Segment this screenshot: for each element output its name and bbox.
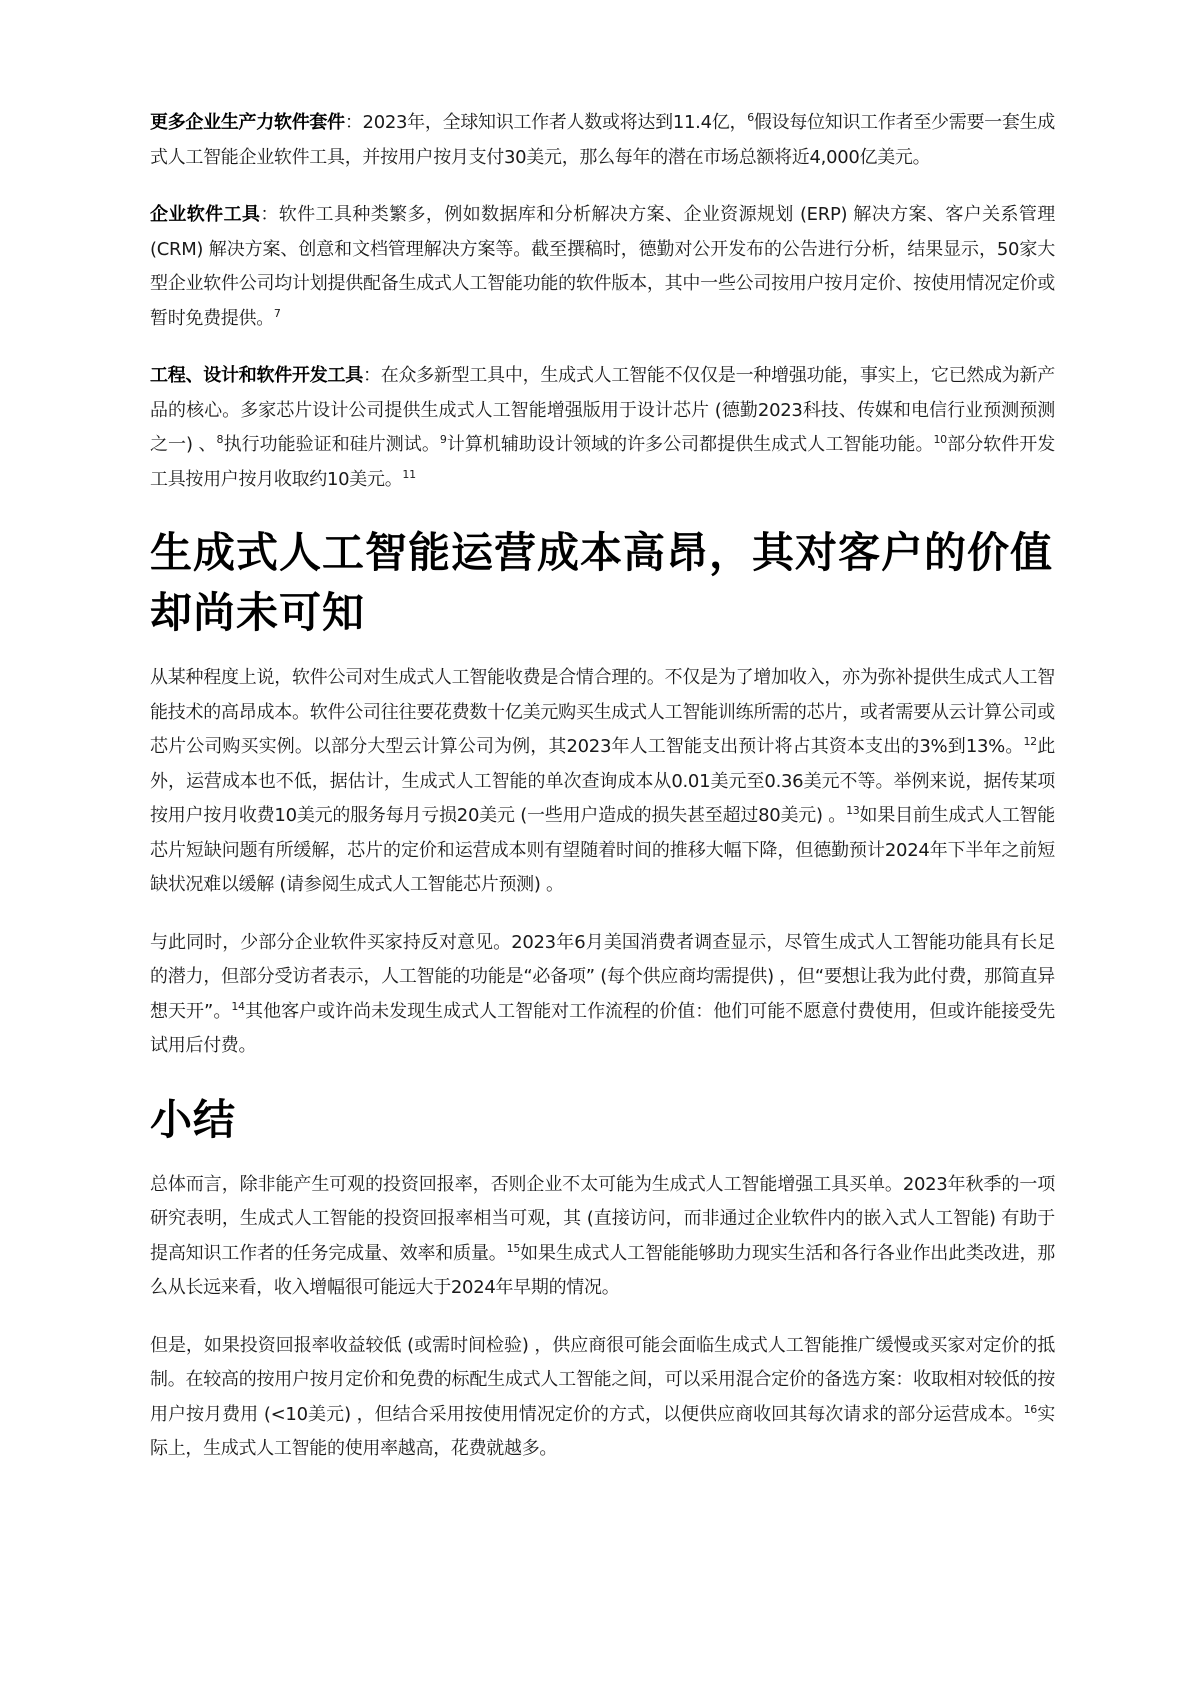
footnote-ref: 14 bbox=[231, 999, 245, 1013]
footnote-ref: 8 bbox=[216, 433, 224, 446]
paragraph bbox=[150, 1168, 1055, 1306]
text-run: 部分软件开发工具按用户按月收取约10美元。 bbox=[150, 434, 1056, 490]
paragraph bbox=[150, 198, 1055, 336]
footnote-ref: 15 bbox=[506, 1241, 521, 1255]
text-run: 如果生成式人工智能能够助力现实生活和各行各业作出此类改进，那么从长远来看，收入增幅很可能远大于2024年早期的情况。 bbox=[150, 1242, 1056, 1298]
text-run: 其他客户或许尚未发现生成式人工智能对工作流程的价值：他们可能不愿意付费使用，但或许能接受先试用后付费。 bbox=[150, 1000, 1056, 1056]
text-run: 实际上，生成式人工智能的使用率越高，花费就越多。 bbox=[150, 1403, 1055, 1459]
text-run: 此外，运营成本也不低，据估计，生成式人工智能的单次查询成本从0.01美元至0.36美元不等。举例来说，据传某项按用户按月收费10美元的服务每月亏损20美元 (一些用户造成的损失甚至超过80美元) 。 bbox=[150, 736, 1055, 826]
paragraph bbox=[150, 359, 1055, 497]
text-run: 计算机辅助设计领域的许多公司都提供生成式人工智能功能。 bbox=[446, 434, 934, 455]
text-run: ：在众多新型工具中，生成式人工智能不仅仅是一种增强功能，事实上，它已然成为新产品的核心。多家芯片设计公司提供生成式人工智能增强版用于设计芯片 (德勤2023科技、传媒和电信行业预测预测之一) 、 bbox=[150, 365, 1055, 455]
text-run: 但是，如果投资回报率收益较低 (或需时间检验) ，供应商很可能会面临生成式人工智能推广缓慢或买家对定价的抵制。在较高的按用户按月定价和免费的标配生成式人工智能之间，可以采用混合定价的备选方案：收取相对较低的按用户按月费用 (<10美元) ，但结合采用按使用情况定价的方式，以便供应商收回其每次请求的部分运营成本。 bbox=[150, 1334, 1055, 1425]
paragraph bbox=[150, 106, 1055, 175]
paragraph bbox=[150, 1329, 1055, 1467]
lead-in-term: 更多企业生产力软件套件 bbox=[150, 112, 345, 133]
footnote-ref: 6 bbox=[747, 111, 754, 124]
footnote-ref: 7 bbox=[273, 306, 281, 320]
footnote-ref: 16 bbox=[1023, 1402, 1037, 1416]
lead-in-term: 企业软件工具 bbox=[150, 204, 261, 225]
paragraph bbox=[150, 926, 1055, 1064]
document-page bbox=[150, 106, 1055, 1490]
footnote-ref: 9 bbox=[439, 433, 447, 446]
text-run: 生成式人工智能运营成本高昂，其对客户的价值却尚未可知 bbox=[150, 528, 1054, 637]
footnote-ref: 11 bbox=[402, 467, 416, 481]
lead-in-term: 工程、设计和软件开发工具 bbox=[150, 365, 363, 386]
text-run: 总体而言，除非能产生可观的投资回报率，否则企业不太可能为生成式人工智能增强工具买单。2023年秋季的一项研究表明，生成式人工智能的投资回报率相当可观，其 (直接访问，而非通过企业软件内的嵌入式人工智能) 有助于提高知识工作者的任务完成量、效率和质量。 bbox=[150, 1173, 1055, 1264]
text-run: 执行功能验证和硅片测试。 bbox=[223, 434, 440, 455]
text-run: 从某种程度上说，软件公司对生成式人工智能收费是合情合理的。不仅是为了增加收入，亦为弥补提供生成式人工智能技术的高昂成本。软件公司往往要花费数十亿美元购买生成式人工智能训练所需的芯片，或者需要从云计算公司或芯片公司购买实例。以部分大型云计算公司为例，其2023年人工智能支出预计将占其资本支出的3%到13%。 bbox=[150, 667, 1055, 757]
footnote-ref: 12 bbox=[1023, 735, 1037, 748]
footnote-ref: 10 bbox=[933, 433, 947, 446]
text-run: ：软件工具种类繁多，例如数据库和分析解决方案、企业资源规划 (ERP) 解决方案、客户关系管理 (CRM) 解决方案、创意和文档管理解决方案等。截至撰稿时，德勤对公开发布的公告进行分析，结果显示，50家大型企业软件公司均计划提供配备生成式人工智能功能的软件版本，其中一些公司按用户按月定价、按使用情况定价或暂时免费提供。 bbox=[150, 204, 1055, 329]
paragraph bbox=[150, 661, 1055, 903]
text-run: ：2023年，全球知识工作者人数或将达到11.4亿， bbox=[344, 112, 748, 133]
text-run: 假设每位知识工作者至少需要一套生成式人工智能企业软件工具，并按用户按月支付30美元，那么每年的潜在市场总额将近4,000亿美元。 bbox=[150, 112, 1055, 168]
footnote-ref: 13 bbox=[846, 804, 860, 817]
text-run: 小结 bbox=[150, 1094, 237, 1144]
text-run: 与此同时，少部分企业软件买家持反对意见。2023年6月美国消费者调查显示，尽管生成式人工智能功能具有长足的潜力，但部分受访者表示，人工智能的功能是“必备项” (每个供应商均需提供) ，但“要想让我为此付费，那简直异想天开”。 bbox=[150, 931, 1055, 1022]
text-run: 如果目前生成式人工智能芯片短缺问题有所缓解，芯片的定价和运营成本则有望随着时间的推移大幅下降，但德勤预计2024年下半年之前短缺状况难以缓解 (请参阅生成式人工智能芯片预测) 。 bbox=[150, 805, 1056, 895]
section-heading bbox=[150, 1090, 1055, 1150]
section-heading bbox=[150, 523, 1055, 643]
